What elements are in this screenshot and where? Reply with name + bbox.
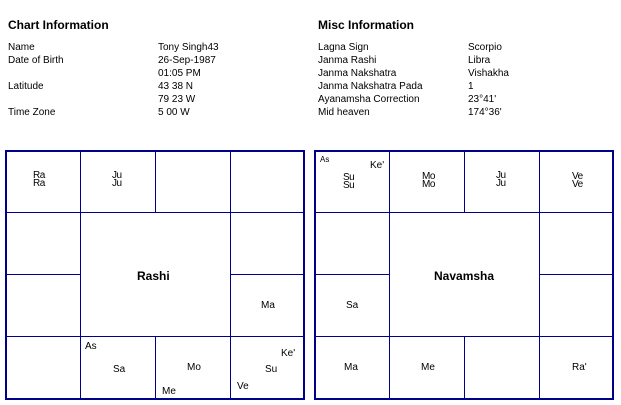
info-value: 79 23 W bbox=[158, 94, 196, 105]
planet-sun: Su Su bbox=[343, 172, 355, 191]
info-value: 1 bbox=[468, 81, 474, 92]
rashi-house-9 bbox=[6, 336, 81, 399]
info-label: Name bbox=[8, 42, 35, 53]
rashi-house-10 bbox=[6, 274, 81, 337]
planet-ketu: Ke' bbox=[281, 348, 296, 359]
info-value: 174°36' bbox=[468, 107, 502, 118]
rashi-chart bbox=[5, 150, 305, 400]
planet-mars: Ma bbox=[261, 300, 275, 311]
info-value: 01:05 PM bbox=[158, 68, 201, 79]
chart-information-title: Chart Information bbox=[8, 18, 109, 32]
planet-ketu: Ke' bbox=[370, 160, 385, 171]
info-label: Mid heaven bbox=[318, 107, 370, 118]
info-value: Scorpio bbox=[468, 42, 502, 53]
planet-ascendant: As bbox=[85, 341, 97, 352]
misc-information-title: Misc Information bbox=[318, 18, 415, 32]
rashi-house-3 bbox=[230, 151, 304, 213]
navamsha-chart-title: Navamsha bbox=[434, 269, 495, 283]
info-label: Latitude bbox=[8, 81, 44, 92]
navamsha-house-1 bbox=[389, 151, 465, 213]
rashi-house-2 bbox=[155, 151, 231, 213]
planet-sun: Su bbox=[265, 364, 278, 375]
navamsha-house-11 bbox=[315, 212, 390, 275]
planet-mercury: Me bbox=[162, 386, 176, 397]
planet-jupiter: Ju Ju bbox=[496, 170, 506, 189]
navamsha-house-2 bbox=[464, 151, 540, 213]
navamsha-house-7 bbox=[464, 336, 540, 399]
info-label: Janma Rashi bbox=[318, 55, 377, 66]
planet-rahu: Ra' bbox=[572, 362, 587, 373]
info-value: Tony Singh43 bbox=[158, 42, 219, 53]
info-value: 43 38 N bbox=[158, 81, 194, 92]
rashi-house-8 bbox=[80, 336, 156, 399]
info-value: Vishakha bbox=[468, 68, 509, 79]
rashi-house-5 bbox=[230, 274, 304, 337]
navamsha-house-6 bbox=[539, 336, 613, 399]
planet-mercury: Me bbox=[421, 362, 435, 373]
info-label: Janma Nakshatra Pada bbox=[318, 81, 423, 92]
info-value: 26-Sep-1987 bbox=[158, 55, 216, 66]
info-label: Time Zone bbox=[8, 107, 56, 118]
planet-ascendant: As bbox=[320, 155, 330, 164]
navamsha-house-3 bbox=[539, 151, 613, 213]
info-value: Libra bbox=[468, 55, 491, 66]
planet-saturn: Sa bbox=[346, 300, 359, 311]
navamsha-house-9 bbox=[315, 336, 390, 399]
info-label: Date of Birth bbox=[8, 55, 64, 66]
planet-jupiter: Ju Ju bbox=[112, 170, 122, 189]
navamsha-house-10 bbox=[315, 274, 390, 337]
rashi-house-11 bbox=[6, 212, 81, 275]
rashi-house-1 bbox=[80, 151, 156, 213]
planet-mars: Ma bbox=[344, 362, 358, 373]
navamsha-house-12 bbox=[315, 151, 390, 213]
planet-moon: Mo Mo bbox=[422, 171, 435, 190]
rashi-house-6 bbox=[230, 336, 304, 399]
info-value: 5 00 W bbox=[158, 107, 190, 118]
rashi-house-4 bbox=[230, 212, 304, 275]
navamsha-house-5 bbox=[539, 274, 613, 337]
navamsha-house-4 bbox=[539, 212, 613, 275]
rashi-house-12 bbox=[6, 151, 81, 213]
info-label: Lagna Sign bbox=[318, 42, 369, 53]
planet-rahu: Ra Ra bbox=[33, 170, 45, 189]
planet-venus: Ve Ve bbox=[572, 171, 583, 190]
rashi-house-7 bbox=[155, 336, 231, 399]
info-label: Ayanamsha Correction bbox=[318, 94, 420, 105]
info-label: Janma Nakshatra bbox=[318, 68, 397, 79]
planet-venus: Ve bbox=[237, 381, 249, 392]
rashi-chart-title: Rashi bbox=[137, 269, 170, 283]
navamsha-house-8 bbox=[389, 336, 465, 399]
planet-moon: Mo bbox=[187, 362, 201, 373]
navamsha-chart bbox=[314, 150, 614, 400]
planet-saturn: Sa bbox=[113, 364, 126, 375]
info-value: 23°41' bbox=[468, 94, 497, 105]
